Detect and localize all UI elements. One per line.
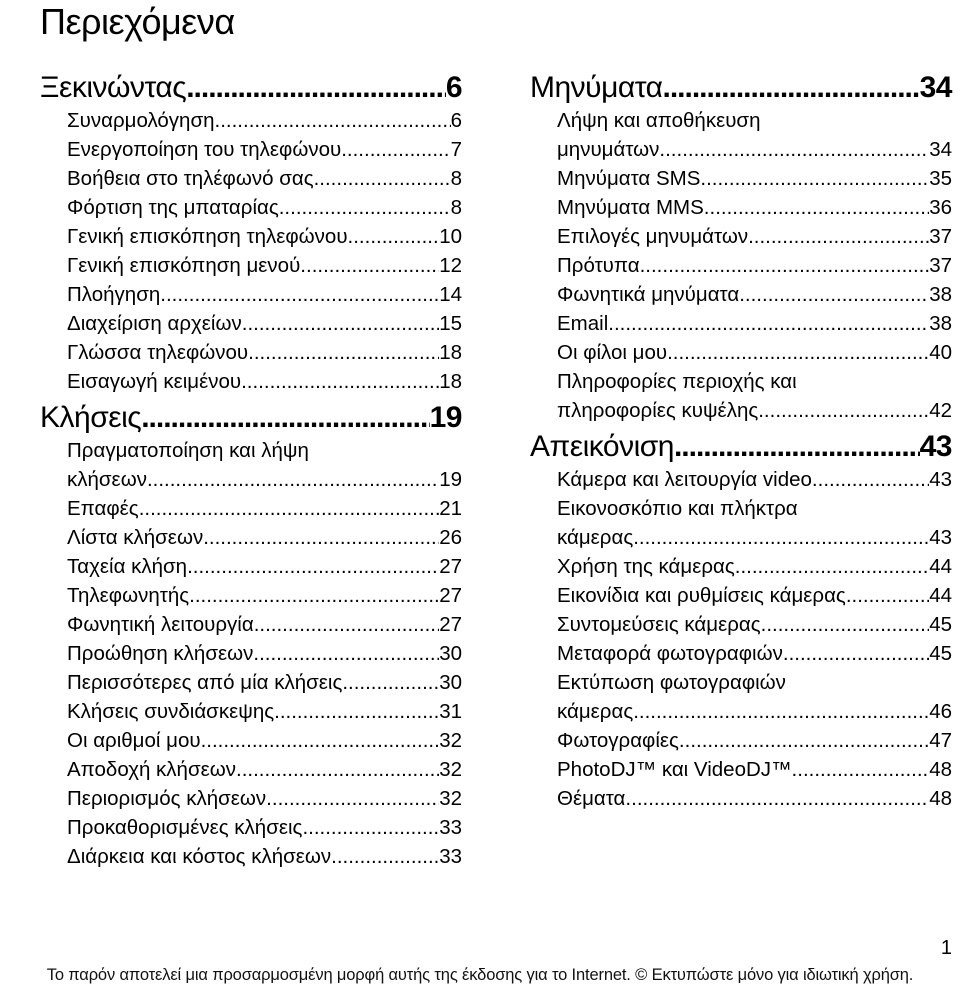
toc-entry[interactable] <box>557 494 952 552</box>
toc-entry[interactable] <box>557 193 952 222</box>
dot-leader <box>667 338 929 367</box>
section-title: Ξεκινώντας <box>40 71 187 104</box>
toc-entry[interactable] <box>67 222 462 251</box>
entry-page-number: 19 <box>439 468 462 491</box>
dot-leader <box>348 222 440 251</box>
section-page-number: 43 <box>919 430 952 463</box>
toc-entry[interactable] <box>67 280 462 309</box>
entry-page-number: 34 <box>929 138 952 161</box>
entry-page-number: 42 <box>929 399 952 422</box>
toc-entry[interactable] <box>67 639 462 668</box>
dot-leader <box>608 309 929 338</box>
toc-entry[interactable] <box>67 784 462 813</box>
page-title: Περιεχόμενα <box>40 1 235 42</box>
entry-title: Χρήση της κάμερας <box>557 555 735 578</box>
entry-page-number: 21 <box>439 497 462 520</box>
dot-leader <box>700 164 929 193</box>
dot-leader <box>186 70 446 106</box>
toc-entry[interactable] <box>67 193 462 222</box>
entry-title: πληροφορίες κυψέλης <box>557 399 759 422</box>
entry-title: Αποδοχή κλήσεων <box>67 758 236 781</box>
toc-column-left <box>40 70 462 871</box>
toc-entry[interactable] <box>557 309 952 338</box>
dot-leader <box>139 494 439 523</box>
entry-page-number: 6 <box>450 109 462 132</box>
toc-entry[interactable] <box>557 367 952 425</box>
entry-title: PhotoDJ™ και VideoDJ™ <box>557 758 792 781</box>
toc-entry[interactable] <box>557 755 952 784</box>
entry-page-number: 36 <box>929 196 952 219</box>
section-heading[interactable] <box>40 70 462 106</box>
section-heading[interactable] <box>530 70 952 106</box>
toc-entry[interactable] <box>557 552 952 581</box>
entry-page-number: 32 <box>439 787 462 810</box>
dot-leader <box>201 726 440 755</box>
toc-entry[interactable] <box>557 106 952 164</box>
entry-page-number: 37 <box>929 225 952 248</box>
toc-entry-list <box>40 436 462 871</box>
entry-page-number: 45 <box>929 613 952 636</box>
entry-title-line: Πραγματοποίηση και λήψη <box>67 439 309 462</box>
dot-leader <box>236 755 439 784</box>
toc-entry[interactable] <box>67 309 462 338</box>
toc-entry[interactable] <box>67 842 462 871</box>
entry-page-number: 14 <box>439 283 462 306</box>
entry-title: Γενική επισκόπηση τηλεφώνου <box>67 225 348 248</box>
dot-leader <box>748 222 929 251</box>
entry-title: Email <box>557 312 609 335</box>
entry-title: Φωτογραφίες <box>557 729 679 752</box>
entry-title: Πρότυπα <box>557 254 640 277</box>
entry-page-number: 27 <box>439 584 462 607</box>
entry-page-number: 43 <box>929 526 952 549</box>
dot-leader <box>266 784 439 813</box>
entry-title: Συντομεύσεις κάμερας <box>557 613 761 636</box>
entry-page-number: 32 <box>439 729 462 752</box>
entry-page-number: 27 <box>439 613 462 636</box>
dot-leader <box>812 465 929 494</box>
section-title: Απεικόνιση <box>530 430 674 463</box>
toc-section <box>40 70 462 396</box>
entry-title: Επιλογές μηνυμάτων <box>557 225 749 248</box>
entry-page-number: 33 <box>439 816 462 839</box>
toc-entry-list <box>530 465 952 813</box>
entry-title: Θέματα <box>557 787 626 810</box>
dot-leader <box>160 280 439 309</box>
toc-entry[interactable] <box>67 552 462 581</box>
toc-entry[interactable] <box>557 610 952 639</box>
entry-page-number: 37 <box>929 254 952 277</box>
dot-leader <box>331 842 439 871</box>
entry-title: Βοήθεια στο τηλέφωνό σας <box>67 167 314 190</box>
entry-page-number: 30 <box>439 642 462 665</box>
dot-leader <box>679 726 929 755</box>
dot-leader <box>274 697 439 726</box>
entry-page-number: 46 <box>929 700 952 723</box>
entry-page-number: 26 <box>439 526 462 549</box>
entry-page-number: 48 <box>929 787 952 810</box>
entry-title: Φόρτιση της μπαταρίας <box>67 196 279 219</box>
entry-page-number: 45 <box>929 642 952 665</box>
entry-page-number: 38 <box>929 312 952 335</box>
dot-leader <box>279 193 451 222</box>
section-heading[interactable] <box>530 429 952 465</box>
entry-page-number: 44 <box>929 584 952 607</box>
entry-page-number: 8 <box>450 167 462 190</box>
toc-entry[interactable] <box>557 639 952 668</box>
entry-page-number: 32 <box>439 758 462 781</box>
dot-leader <box>674 429 920 465</box>
dot-leader <box>783 639 929 668</box>
toc-entry[interactable] <box>67 668 462 697</box>
dot-leader <box>792 755 930 784</box>
toc-entry[interactable] <box>557 581 952 610</box>
toc-entry[interactable] <box>67 494 462 523</box>
dot-leader <box>341 135 450 164</box>
section-heading[interactable] <box>40 400 462 436</box>
entry-page-number: 48 <box>929 758 952 781</box>
entry-title: Εισαγωγή κειμένου <box>67 370 242 393</box>
toc-entry[interactable] <box>557 668 952 726</box>
dot-leader <box>254 610 439 639</box>
dot-leader <box>846 581 929 610</box>
dot-leader <box>625 784 929 813</box>
entry-page-number: 47 <box>929 729 952 752</box>
dot-leader <box>314 164 451 193</box>
dot-leader <box>342 668 439 697</box>
toc-entry[interactable] <box>557 164 952 193</box>
entry-page-number: 27 <box>439 555 462 578</box>
dot-leader <box>761 610 930 639</box>
dot-leader <box>215 106 451 135</box>
dot-leader <box>633 697 929 726</box>
toc-entry[interactable] <box>67 523 462 552</box>
toc-entry[interactable] <box>67 338 462 367</box>
toc-section <box>530 429 952 813</box>
dot-leader <box>241 367 439 396</box>
entry-page-number: 15 <box>439 312 462 335</box>
dot-leader <box>302 813 439 842</box>
entry-title: Οι αριθμοί μου <box>67 729 201 752</box>
entry-page-number: 31 <box>439 700 462 723</box>
section-page-number: 34 <box>919 71 952 104</box>
toc-entry[interactable] <box>67 610 462 639</box>
dot-leader <box>633 523 929 552</box>
toc-entry[interactable] <box>67 106 462 135</box>
dot-leader <box>739 280 929 309</box>
toc-entry[interactable] <box>67 164 462 193</box>
footer-notice: Το παρόν αποτελεί μια προσαρμοσμένη μορφή αυτής της έκδοσης για το Internet. © Εκτυπώστε μόνο για ιδιωτική χρήση. <box>46 966 914 984</box>
entry-page-number: 7 <box>450 138 462 161</box>
entry-page-number: 35 <box>929 167 952 190</box>
entry-page-number: 44 <box>929 555 952 578</box>
toc-entry[interactable] <box>67 436 462 494</box>
section-title: Κλήσεις <box>40 401 142 434</box>
toc-column-right <box>530 70 952 813</box>
entry-title: Μεταφορά φωτογραφιών <box>557 642 783 665</box>
entry-title-line: Εικονοσκόπιο και πλήκτρα <box>557 497 798 520</box>
entry-title: Κλήσεις συνδιάσκεψης <box>67 700 275 723</box>
dot-leader <box>640 251 930 280</box>
dot-leader <box>758 396 929 425</box>
entry-title: Φωνητικά μηνύματα <box>557 283 740 306</box>
entry-title: Πλοήγηση <box>67 283 161 306</box>
toc-entry-list <box>530 106 952 425</box>
entry-page-number: 18 <box>439 370 462 393</box>
entry-title: Επαφές <box>67 497 139 520</box>
toc-entry[interactable] <box>67 581 462 610</box>
entry-title: Περιορισμός κλήσεων <box>67 787 267 810</box>
section-page-number: 6 <box>445 71 462 104</box>
toc-entry[interactable] <box>67 813 462 842</box>
toc-entry-list <box>40 106 462 396</box>
dot-leader <box>253 639 439 668</box>
entry-title: Λίστα κλήσεων <box>67 526 204 549</box>
entry-title: Ενεργοποίηση του τηλεφώνου <box>67 138 342 161</box>
dot-leader <box>662 70 919 106</box>
entry-title: Γλώσσα τηλεφώνου <box>67 341 249 364</box>
entry-title-line: Λήψη και αποθήκευση <box>557 109 761 132</box>
dot-leader <box>203 523 439 552</box>
entry-title: Ταχεία κλήση <box>67 555 188 578</box>
toc-section <box>530 70 952 425</box>
toc-entry[interactable] <box>557 784 952 813</box>
entry-title: Προώθηση κλήσεων <box>67 642 254 665</box>
toc-entry[interactable] <box>67 135 462 164</box>
section-title: Μηνύματα <box>530 71 663 104</box>
toc-entry[interactable] <box>557 251 952 280</box>
entry-title: Διαχείριση αρχείων <box>67 312 242 335</box>
toc-entry[interactable] <box>557 222 952 251</box>
entry-title: Εικονίδια και ρυθμίσεις κάμερας <box>557 584 846 607</box>
section-page-number: 19 <box>429 401 462 434</box>
toc-entry[interactable] <box>67 367 462 396</box>
page-number: 1 <box>940 937 952 959</box>
toc-entry[interactable] <box>557 465 952 494</box>
entry-page-number: 18 <box>439 341 462 364</box>
entry-page-number: 40 <box>929 341 952 364</box>
toc-entry[interactable] <box>557 338 952 367</box>
toc-entry[interactable] <box>67 726 462 755</box>
dot-leader <box>704 193 929 222</box>
dot-leader <box>300 251 439 280</box>
toc-entry[interactable] <box>557 726 952 755</box>
entry-title: κλήσεων <box>67 468 147 491</box>
toc-section <box>40 400 462 871</box>
dot-leader <box>147 465 439 494</box>
entry-title: Φωνητική λειτουργία <box>67 613 254 636</box>
entry-title: Μηνύματα SMS <box>557 167 701 190</box>
dot-leader <box>242 309 439 338</box>
entry-title: Μηνύματα MMS <box>557 196 704 219</box>
dot-leader <box>735 552 929 581</box>
entry-title-line: Πληροφορίες περιοχής και <box>557 370 797 393</box>
entry-title: Τηλεφωνητής <box>67 584 190 607</box>
toc-entry[interactable] <box>67 251 462 280</box>
dot-leader <box>659 135 929 164</box>
entry-title: Συναρμολόγηση <box>67 109 215 132</box>
entry-title: Περισσότερες από μία κλήσεις <box>67 671 343 694</box>
entry-page-number: 8 <box>450 196 462 219</box>
dot-leader <box>187 552 439 581</box>
toc-entry[interactable] <box>557 280 952 309</box>
toc-entry[interactable] <box>67 697 462 726</box>
entry-title-line: Εκτύπωση φωτογραφιών <box>557 671 786 694</box>
entry-page-number: 12 <box>439 254 462 277</box>
entry-title: Κάμερα και λειτουργία video <box>557 468 812 491</box>
dot-leader <box>141 400 429 436</box>
entry-page-number: 38 <box>929 283 952 306</box>
entry-page-number: 10 <box>439 225 462 248</box>
toc-entry[interactable] <box>67 755 462 784</box>
entry-title: κάμερας <box>557 526 634 549</box>
entry-page-number: 43 <box>929 468 952 491</box>
dot-leader <box>248 338 439 367</box>
entry-title: Προκαθορισμένες κλήσεις <box>67 816 303 839</box>
entry-title: κάμερας <box>557 700 634 723</box>
dot-leader <box>189 581 439 610</box>
entry-title: Γενική επισκόπηση μενού <box>67 254 301 277</box>
entry-title: μηνυμάτων <box>557 138 660 161</box>
entry-title: Διάρκεια και κόστος κλήσεων <box>67 845 332 868</box>
entry-title: Οι φίλοι μου <box>557 341 668 364</box>
entry-page-number: 30 <box>439 671 462 694</box>
entry-page-number: 33 <box>439 845 462 868</box>
